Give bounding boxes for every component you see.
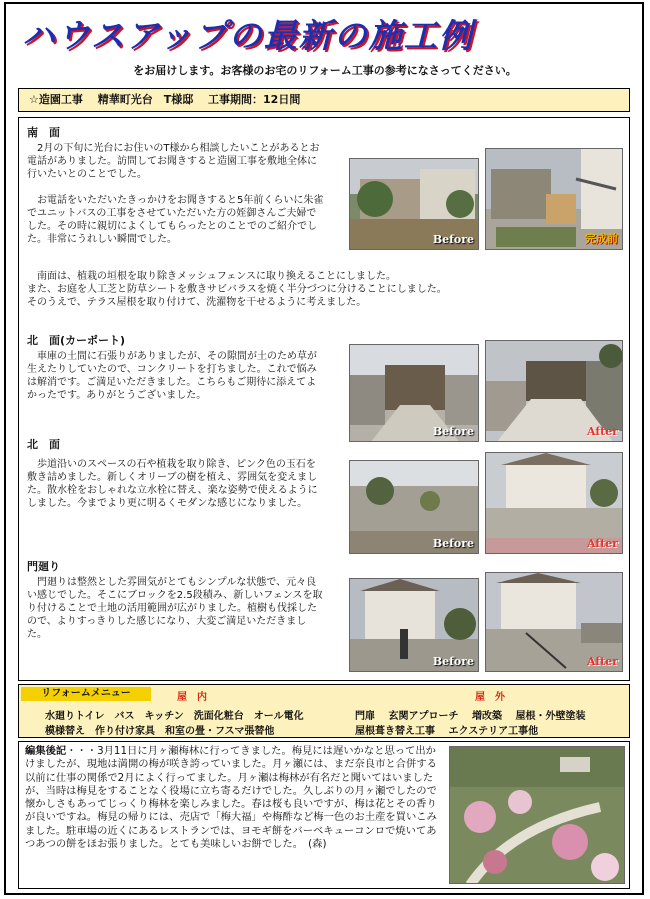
section-heading-south: 南 面 — [27, 126, 60, 139]
north-text: 歩道沿いのスペースの石や植栽を取り除き、ピンク色の玉石を敷き詰めました。新しくオリーブの樹を植え、雰囲気を変えました。散水栓をおしゃれな立水栓に替え、楽な姿勢で使えるようにしました。今までより更に明るくモダンな感じになりました。 — [27, 459, 318, 509]
carport-before-photo — [349, 344, 479, 442]
editors-notes — [18, 741, 630, 889]
south-after-label: 完成前 — [585, 232, 618, 245]
editors-notes-label: 編集後記 — [25, 745, 67, 757]
menu-indoor-title: 屋 内 — [177, 692, 207, 703]
editors-notes-text — [25, 745, 445, 851]
menu-outdoor-row-1: 門扉 玄関アプローチ 増改築 屋根・外壁塗装 — [355, 711, 586, 722]
editors-notes-body: ・・・3月11日に月ヶ瀬梅林に行ってきました。梅見には遅いかなと思って出かけましたが、現地は満開の梅が咲き誇っていました。月ヶ瀬には、まだ奈良市と合併する以前に仕事の関係で2月によく行ってました。月ヶ瀬は梅林が有名だと聞いてはいましたが、当時は梅見をすることなく役場に立ち寄るだけでした。久しぶりの月ヶ瀬でしたので懐かしさもあってじっくり梅林を楽しみました。春は桜も良いですが、梅は花とその香りが良いですね。梅見の帰りには、売店で「梅大福」や梅酢など梅一色のお土産を買いこみました。駐車場の近くにあるレストランでは、ヨモギ餅をバーベキューコンロで焼いてあつあつの餅をほお張りました。とても美味しいお餅でした。 (森) — [25, 745, 437, 851]
menu-indoor-row-1: 水廻りトイレ バス キッチン 洗面化粧台 オール電化 — [45, 711, 304, 722]
south-after-photo — [485, 148, 623, 250]
south-paragraph-1: 2月の下旬に光台にお住いのT様から相談したいことがあるとお電話がありました。訪問してお聞きすると造園工事を敷地全体に行いたいとのことでした。 — [27, 143, 320, 180]
reform-menu-label: リフォームメニュー — [21, 687, 151, 701]
south-before-photo — [349, 158, 479, 250]
gate-after-photo — [485, 572, 623, 672]
page-title: ハウスアップの最新の施工例 — [22, 16, 474, 55]
gate-text: 門廻りは整然とした雰囲気がとてもシンプルな状態で、元々良い感じでした。そこにブロックを2.5段積み、新しいフェンスを取り付けることで土地の活用範囲が広がりました。植樹も伐採したので、よりすっきりした感じになり、大変ご満足いただきました。 — [27, 577, 323, 640]
plum-grove-photo — [449, 746, 625, 884]
reform-menu — [18, 684, 630, 738]
north-before-label: Before — [432, 537, 474, 550]
section-heading-gate: 門廻り — [27, 560, 60, 573]
page-subtitle: をお届けします。お客様のお宅のリフォーム工事の参考になさってください。 — [133, 64, 517, 77]
carport-before-label: Before — [432, 425, 474, 438]
north-carport-text: 車庫の土間に石張りがありましたが、その隙間が土のため草が生えたりしていたので、コンクリートを打ちました。これで悩みは解消です。ご満足いただきました。こちらもご期待に添えてよかったです。ありがとうございました。 — [27, 351, 317, 401]
menu-outdoor-title: 屋 外 — [475, 692, 505, 703]
carport-after-photo — [485, 340, 623, 442]
south-paragraph-3: 南面は、植栽の垣根を取り除きメッシュフェンスに取り換えることにしました。 また、お庭を人工芝と防草シートを敷きサビバラスを焼く半分づつに分けることにしました。 そのうえで、テラス屋根を取り付けて、洗濯物を干せるように考えました。 — [27, 271, 447, 308]
gate-before-label: Before — [432, 655, 474, 668]
menu-indoor-row-2: 模様替え 作り付け家具 和室の畳・フスマ張替他 — [45, 726, 275, 737]
north-after-label: After — [587, 537, 618, 550]
gate-before-photo — [349, 578, 479, 672]
gate-after-label: After — [587, 655, 618, 668]
construction-examples — [18, 117, 630, 681]
project-info-bar: ☆造園工事 精華町光台 T様邸 工事期間：12日間 — [18, 88, 630, 112]
north-before-photo — [349, 460, 479, 554]
menu-outdoor-row-2: 屋根葺き替え工事 エクステリア工事他 — [355, 726, 539, 737]
section-heading-north-carport: 北 面(カーポート) — [27, 334, 126, 347]
north-after-photo — [485, 452, 623, 554]
south-before-label: Before — [432, 233, 474, 246]
section-heading-north: 北 面 — [27, 438, 60, 451]
south-paragraph-2: お電話をいただいたきっかけをお聞きすると5年前くらいに朱雀でユニットバスの工事をさせていただいた方の姪御さんご夫婦でした。その時に親切によくしてもらったとのことでのご紹介でした。非常にうれしい瞬間でした。 — [27, 195, 324, 245]
carport-after-label: After — [587, 425, 618, 438]
